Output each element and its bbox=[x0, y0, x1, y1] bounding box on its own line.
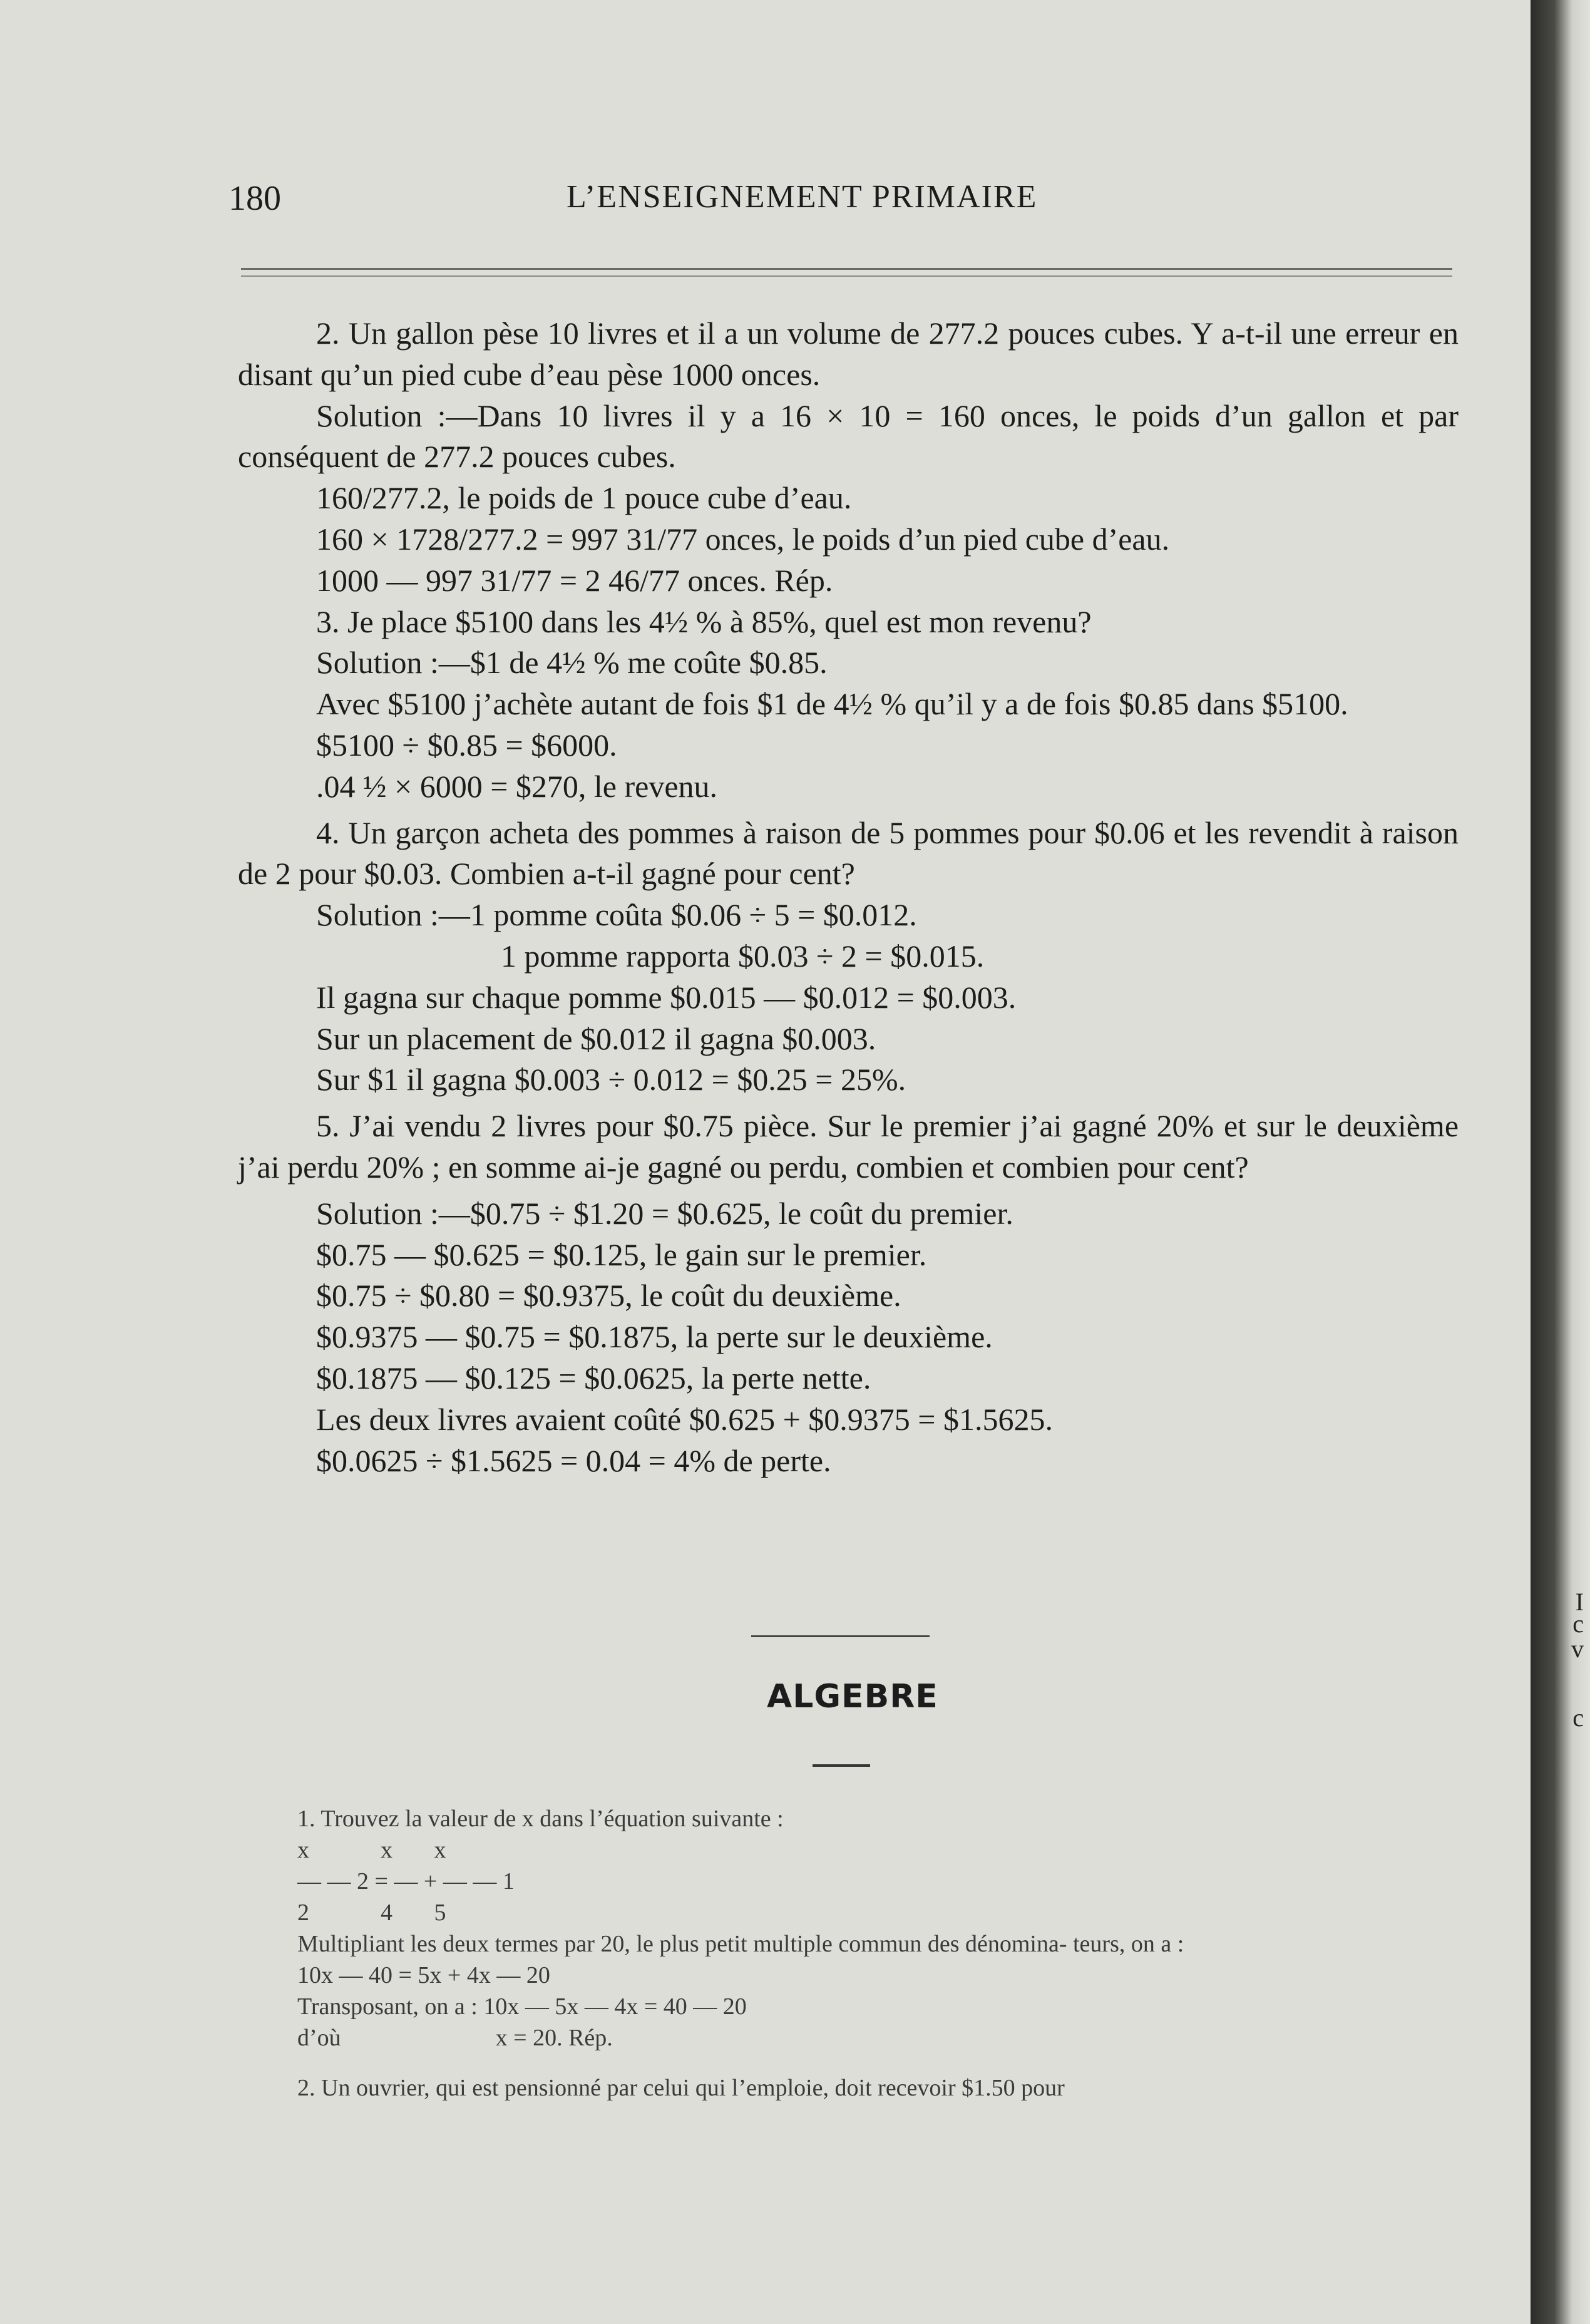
problem-2-line: 160 × 1728/277.2 = 997 31/77 onces, le poids d’un pied cube d’eau. bbox=[316, 521, 1170, 557]
problem-5-line: $0.75 ÷ $0.80 = $0.9375, le coût du deuxième. bbox=[316, 1278, 901, 1314]
problem-4-line: 1 pomme rapporta $0.03 ÷ 2 = $0.015. bbox=[501, 938, 985, 974]
problem-4-answer: Sur $1 il gagna $0.003 ÷ 0.012 = $0.25 = 25%. bbox=[316, 1062, 906, 1098]
algebra-problem-1-question: 1. Trouvez la valeur de x dans l’équation suivante : bbox=[297, 1806, 784, 1832]
problem-5-line: $0.75 — $0.625 = $0.125, le gain sur le premier. bbox=[316, 1237, 927, 1272]
section-title-underline bbox=[813, 1764, 870, 1767]
algebra-answer: d’où x = 20. Rép. bbox=[297, 2025, 613, 2051]
problem-4-line: Sur un placement de $0.012 il gagna $0.003. bbox=[316, 1021, 876, 1056]
algebra-step: 10x — 40 = 5x + 4x — 20 bbox=[297, 1962, 550, 1988]
problem-2-answer: 1000 — 997 31/77 = 2 46/77 onces. Rép. bbox=[316, 562, 833, 598]
problem-5-line: Les deux livres avaient coûté $0.625 + $0.9375 = $1.5625. bbox=[316, 1401, 1054, 1437]
running-title: L’ENSEIGNEMENT PRIMAIRE bbox=[567, 179, 1038, 215]
algebra-step: Transposant, on a : 10x — 5x — 4x = 40 — 20 bbox=[297, 1993, 747, 2020]
problem-2-question: 2. Un gallon pèse 10 livres et il a un volume de 277.2 pouces cubes. Y a-t-il une erreur en disant qu’un pied cube d’eau pèse 1000 onces. bbox=[238, 316, 1459, 392]
header-rule bbox=[241, 268, 1452, 270]
problem-3-question: 3. Je place $5100 dans les 4½ % à 85%, quel est mon revenu? bbox=[316, 604, 1092, 639]
problem-5-question: 5. J’ai vendu 2 livres pour $0.75 pièce. Sur le premier j’ai gagné 20% et sur le deuxième j’ai perdu 20% ; en somme ai-je gagné ou perdu, combien et combien pour cent? bbox=[238, 1108, 1459, 1185]
algebra-section bbox=[297, 1803, 1449, 2104]
problem-5-answer: $0.0625 ÷ $1.5625 = 0.04 = 4% de perte. bbox=[316, 1442, 831, 1478]
algebra-problem-2-question: 2. Un ouvrier, qui est pensionné par celui qui l’emploie, doit recevoir $1.50 pour bbox=[297, 2075, 1065, 2101]
problem-4-line: Il gagna sur chaque pomme $0.015 — $0.012 = $0.003. bbox=[316, 979, 1017, 1015]
problem-4-solution: Solution :—1 pomme coûta $0.06 ÷ 5 = $0.012. bbox=[316, 897, 917, 933]
margin-mark: I bbox=[1575, 1588, 1584, 1616]
problem-3-answer: .04 ½ × 6000 = $270, le revenu. bbox=[316, 768, 718, 804]
margin-mark: v bbox=[1571, 1635, 1584, 1663]
section-divider bbox=[751, 1635, 930, 1637]
section-title: ALGEBRE bbox=[767, 1678, 938, 1715]
problem-5-solution: Solution :—$0.75 ÷ $1.20 = $0.625, le coût du premier. bbox=[316, 1195, 1013, 1231]
equation-line: — — 2 = — + — — 1 bbox=[297, 1868, 515, 1895]
problem-2-solution: Solution :—Dans 10 livres il y a 16 × 10 = 160 onces, le poids d’un gallon et par conséquent de 277.2 pouces cubes. bbox=[238, 398, 1459, 475]
problem-3-line: Avec $5100 j’achète autant de fois $1 de 4½ % qu’il y a de fois $0.85 dans $5100. bbox=[316, 686, 1348, 722]
problem-2-line: 160/277.2, le poids de 1 pouce cube d’eau. bbox=[316, 480, 852, 516]
arithmetic-section bbox=[238, 313, 1459, 1481]
algebra-problem-1-method: Multipliant les deux termes par 20, le plus petit multiple commun des dénomina- teurs, on a : bbox=[297, 1931, 1184, 1957]
problem-5-line: $0.9375 — $0.75 = $0.1875, la perte sur le deuxième. bbox=[316, 1319, 993, 1355]
equation-denominators: 2 4 5 bbox=[297, 1900, 446, 1926]
problem-3-line: $5100 ÷ $0.85 = $6000. bbox=[316, 727, 617, 763]
header-rule-thin bbox=[241, 275, 1452, 277]
problem-5-line: $0.1875 — $0.125 = $0.0625, la perte nette. bbox=[316, 1360, 871, 1396]
facing-page-edge bbox=[1531, 0, 1590, 2324]
problem-3-solution: Solution :—$1 de 4½ % me coûte $0.85. bbox=[316, 645, 828, 681]
problem-4-question: 4. Un garçon acheta des pommes à raison de 5 pommes pour $0.06 et les revendit à raison de 2 pour $0.03. Combien a-t-il gagné pour cent? bbox=[238, 815, 1459, 892]
page-number: 180 bbox=[228, 179, 281, 218]
page-header bbox=[228, 178, 1455, 222]
margin-mark: c bbox=[1572, 1704, 1584, 1732]
equation-numerators: x x x bbox=[297, 1837, 446, 1863]
margin-mark: c bbox=[1572, 1610, 1584, 1638]
